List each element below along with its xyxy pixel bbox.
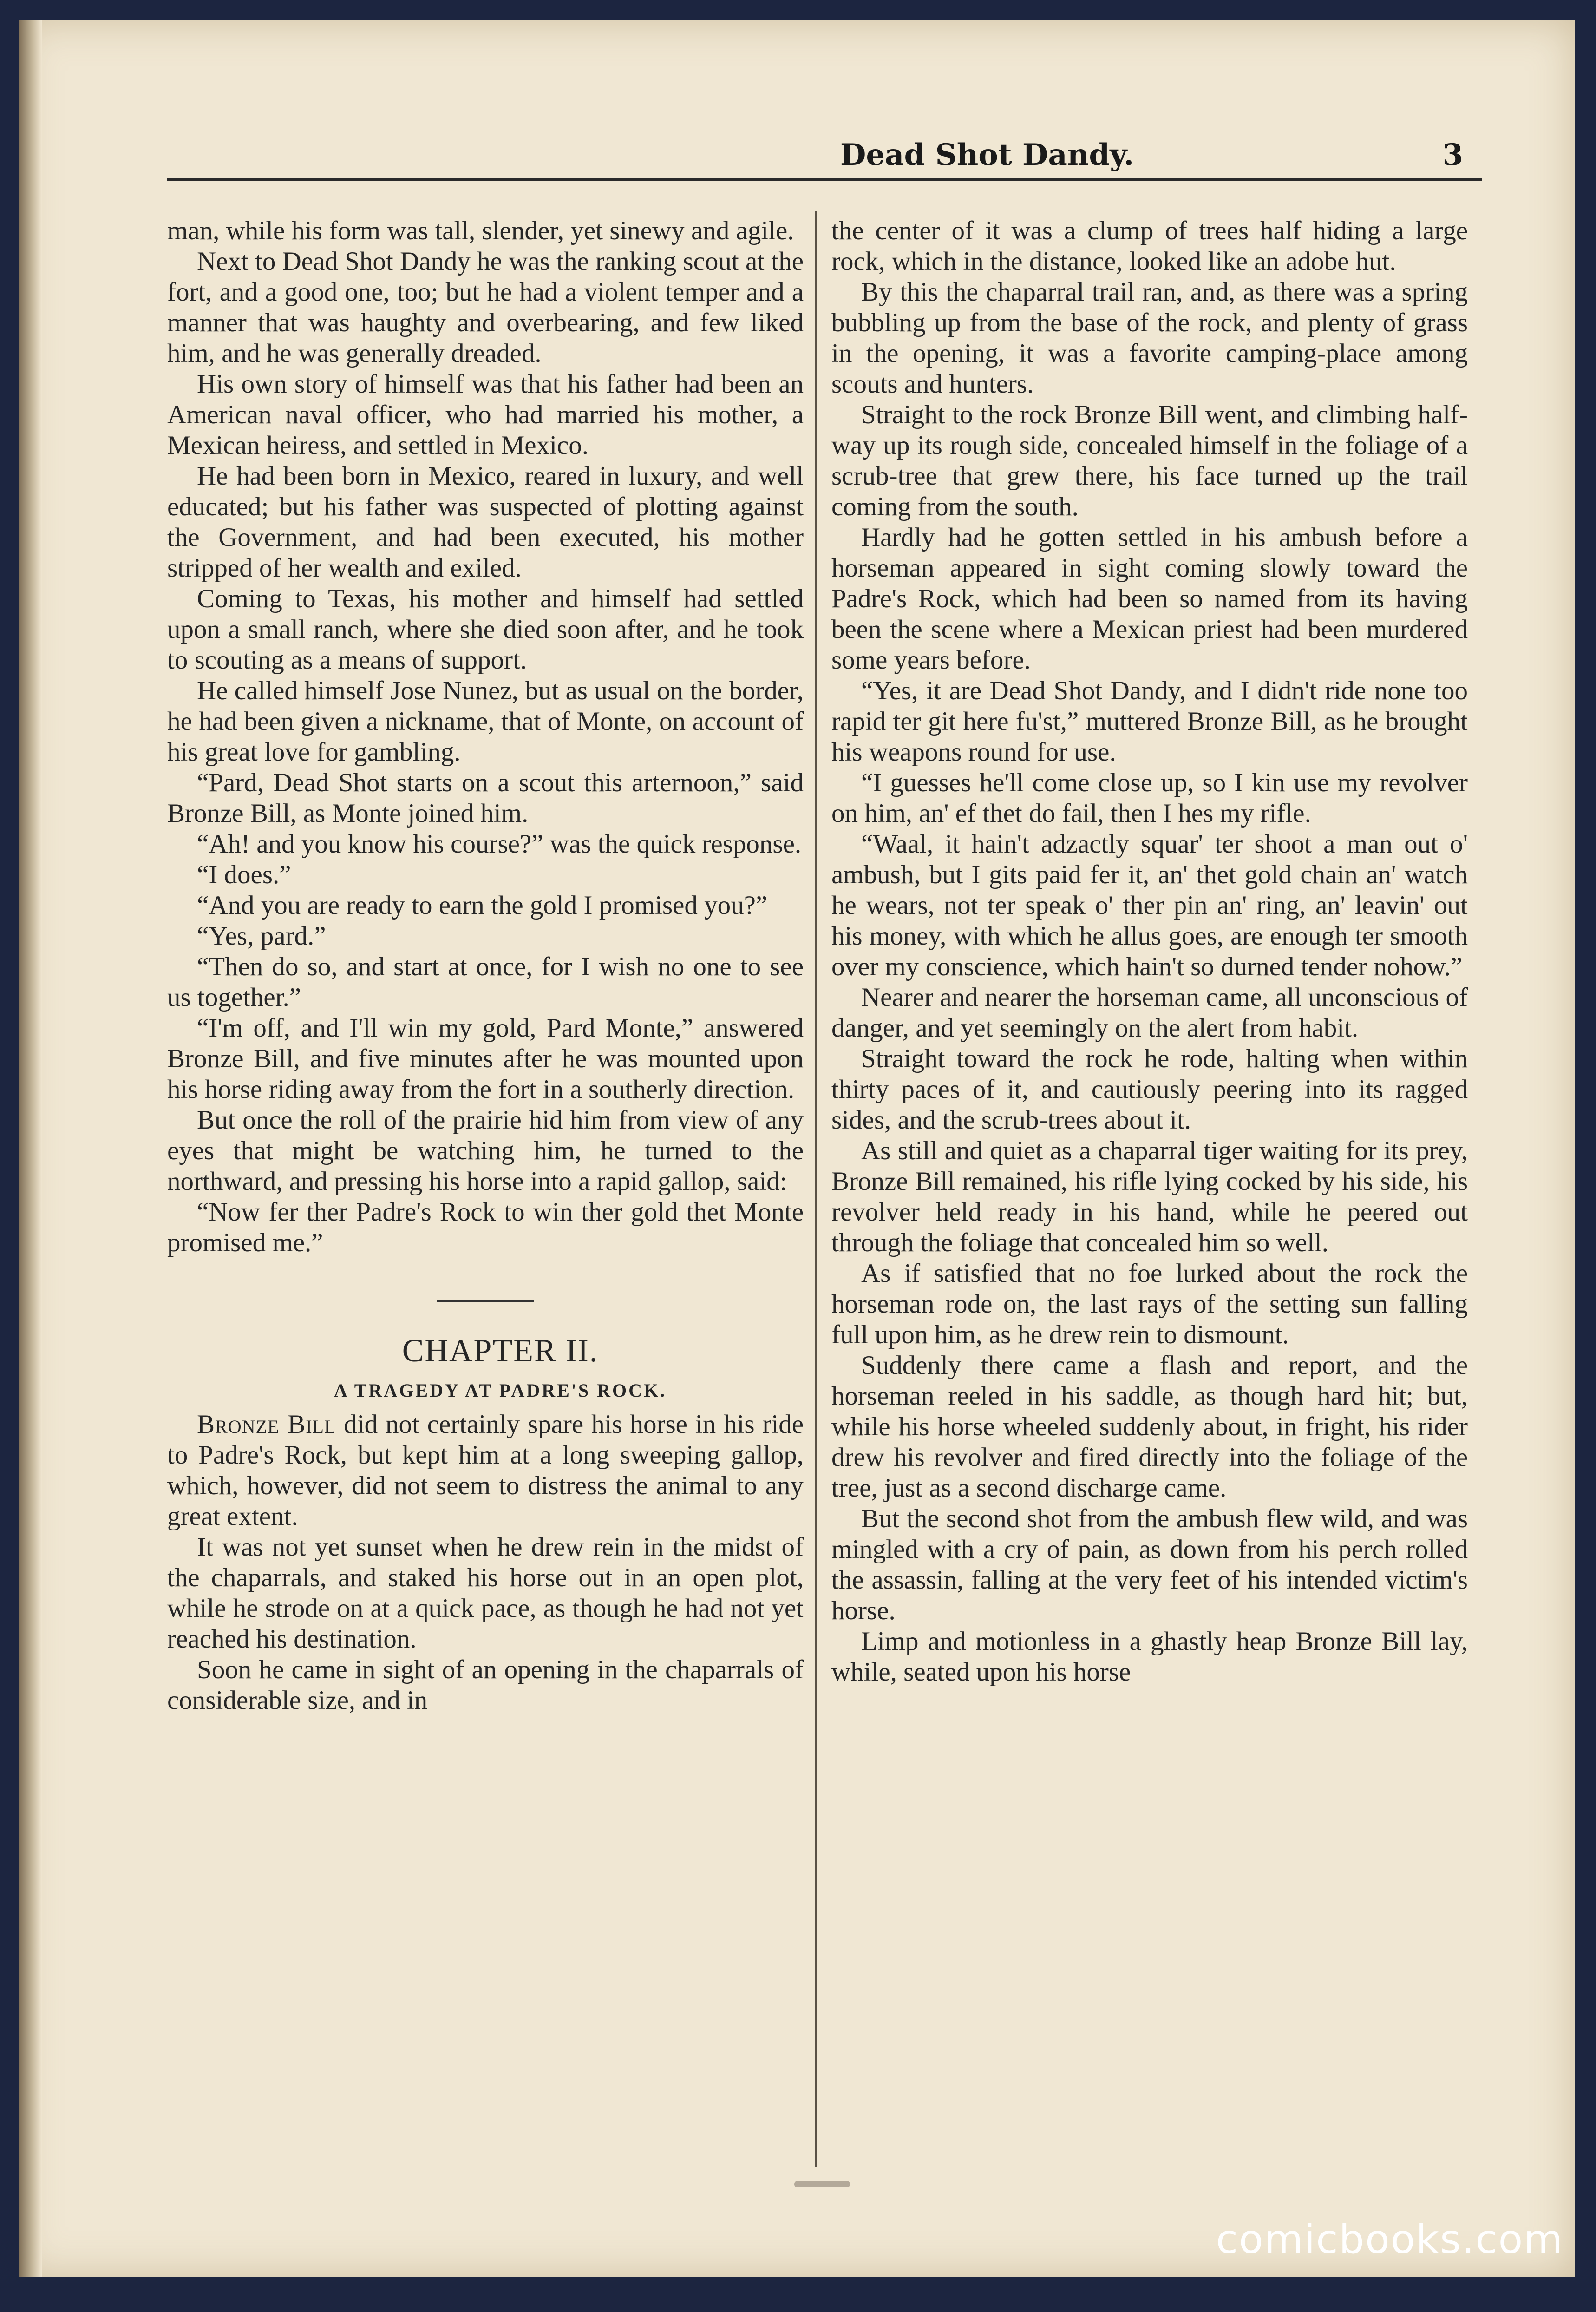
paragraph: As still and quiet as a chaparral tiger waiting for its prey, Bronze Bill remained, his rifle lying cocked by his side, his revolver held ready in his hand, while he peered out through the foliage that concealed him so well. bbox=[831, 1136, 1468, 1257]
paragraph: Next to Dead Shot Dandy he was the ranking scout at the fort, and a good one, too; but he had a violent temper and a manner that was haughty and overbearing, and few liked him, and he was generally dreaded. bbox=[167, 247, 804, 368]
paragraph: “Yes, it are Dead Shot Dandy, and I didn't ride none too rapid ter git here fu'st,” muttered Bronze Bill, as he brought his weapons round for use. bbox=[831, 676, 1468, 767]
paragraph: “Waal, it hain't adzactly squar' ter shoot a man out o' ambush, but I gits paid fer it, an' thet gold chain an' watch he wears, not ter speak o' ther pin an' ring, an' leavin' out his money, with which he allus goes, are enough ter smooth over my conscience, which hain't so durned tender nohow.” bbox=[831, 829, 1468, 981]
paragraph: Limp and motionless in a ghastly heap Bronze Bill lay, while, seated upon his horse bbox=[831, 1627, 1468, 1687]
column-divider bbox=[815, 211, 817, 2167]
section-rule bbox=[437, 1300, 534, 1302]
running-title: Dead Shot Dandy. bbox=[840, 138, 1134, 172]
paragraph: “Pard, Dead Shot starts on a scout this arternoon,” said Bronze Bill, as Monte joined him. bbox=[167, 768, 804, 828]
page-number: 3 bbox=[1442, 138, 1463, 172]
printed-page bbox=[19, 20, 1575, 2277]
paragraph: As if satisfied that no foe lurked about the rock the horseman rode on, the last rays of the setting sun falling full upon him, as he drew rein to dismount. bbox=[831, 1259, 1468, 1349]
left-column bbox=[167, 216, 804, 1716]
running-head bbox=[167, 113, 1482, 181]
lead-text: did not certainly spare his horse in his ride to Padre's Rock, but kept him at a long sweeping gallop, which, however, did not seem to distress the animal to any great extent. bbox=[167, 1410, 804, 1531]
lead-name: Bronze Bill bbox=[197, 1410, 336, 1439]
paragraph: “I does.” bbox=[197, 860, 291, 889]
paragraph: Suddenly there came a flash and report, and the horseman reeled in his saddle, as though hard hit; but, while his horse wheeled suddenly about, in fright, his rider drew his revolver and fired directly into the foliage of the tree, just as a second discharge came. bbox=[831, 1351, 1468, 1503]
paragraph: “Then do so, and start at once, for I wish no one to see us together.” bbox=[167, 952, 804, 1012]
paragraph: But the second shot from the ambush flew wild, and was mingled with a cry of pain, as down from his perch rolled the assassin, falling at the very feet of his intended victim's horse. bbox=[831, 1504, 1468, 1625]
paragraph: “Ah! and you know his course?” was the quick response. bbox=[197, 829, 802, 859]
watermark: comicbooks.com bbox=[1216, 2216, 1563, 2263]
paragraph: “And you are ready to earn the gold I promised you?” bbox=[197, 891, 768, 920]
page-spine-edge bbox=[19, 20, 42, 2277]
right-column bbox=[831, 216, 1468, 1688]
paragraph: Soon he came in sight of an opening in the chaparrals of considerable size, and in bbox=[167, 1655, 804, 1715]
paragraph: Straight to the rock Bronze Bill went, and climbing half-way up its rough side, concealed himself in the foliage of a scrub-tree that grew there, his face turned up the trail coming from the south. bbox=[831, 400, 1468, 521]
paragraph: the center of it was a clump of trees half hiding a large rock, which in the distance, looked like an adobe hut. bbox=[831, 216, 1468, 276]
chapter-opening-paragraph bbox=[167, 1409, 804, 1532]
paragraph: He called himself Jose Nunez, but as usual on the border, he had been given a nickname, that of Monte, on account of his great love for gambling. bbox=[167, 676, 804, 767]
paragraph: Straight toward the rock he rode, halting when within thirty paces of it, and cautiously peering into its ragged sides, and the scrub-trees about it. bbox=[831, 1044, 1468, 1135]
footer-ornament bbox=[794, 2181, 850, 2187]
paragraph: His own story of himself was that his father had been an American naval officer, who had married his mother, a Mexican heiress, and settled in Mexico. bbox=[167, 369, 804, 460]
paragraph: He had been born in Mexico, reared in luxury, and well educated; but his father was suspected of plotting against the Government, and had been executed, his mother stripped of her wealth and exiled. bbox=[167, 461, 804, 583]
paragraph: “I'm off, and I'll win my gold, Pard Monte,” answered Bronze Bill, and five minutes after he was mounted upon his horse riding away from the fort in a southerly direction. bbox=[167, 1013, 804, 1104]
chapter-subtitle: A TRAGEDY AT PADRE'S ROCK. bbox=[334, 1380, 667, 1401]
paragraph: Hardly had he gotten settled in his ambush before a horseman appeared in sight coming slowly toward the Padre's Rock, which had been so named from its having been the scene where a Mexican priest had been murdered some years before. bbox=[831, 523, 1468, 675]
chapter-title: CHAPTER II. bbox=[402, 1333, 599, 1369]
paragraph: But once the roll of the prairie hid him from view of any eyes that might be watching him, he turned to the northward, and pressing his horse into a rapid gallop, said: bbox=[167, 1105, 804, 1196]
paragraph: “Yes, pard.” bbox=[197, 921, 326, 951]
paragraph: Coming to Texas, his mother and himself had settled upon a small ranch, where she died soon after, and he took to scouting as a means of support. bbox=[167, 584, 804, 675]
paragraph: man, while his form was tall, slender, yet sinewy and agile. bbox=[167, 216, 794, 245]
paragraph: It was not yet sunset when he drew rein in the midst of the chaparrals, and staked his horse out in an open plot, while he strode on at a quick pace, as though he had not yet reached his destination. bbox=[167, 1532, 804, 1654]
paragraph: “I guesses he'll come close up, so I kin use my revolver on him, an' ef thet do fail, then I hes my rifle. bbox=[831, 768, 1468, 828]
paragraph: “Now fer ther Padre's Rock to win ther gold thet Monte promised me.” bbox=[167, 1197, 804, 1257]
paragraph: By this the chaparral trail ran, and, as there was a spring bubbling up from the base of the rock, and plenty of grass in the opening, it was a favorite camping-place among scouts and hunters. bbox=[831, 277, 1468, 399]
paragraph: Nearer and nearer the horseman came, all unconscious of danger, and yet seemingly on the alert from habit. bbox=[831, 983, 1468, 1043]
